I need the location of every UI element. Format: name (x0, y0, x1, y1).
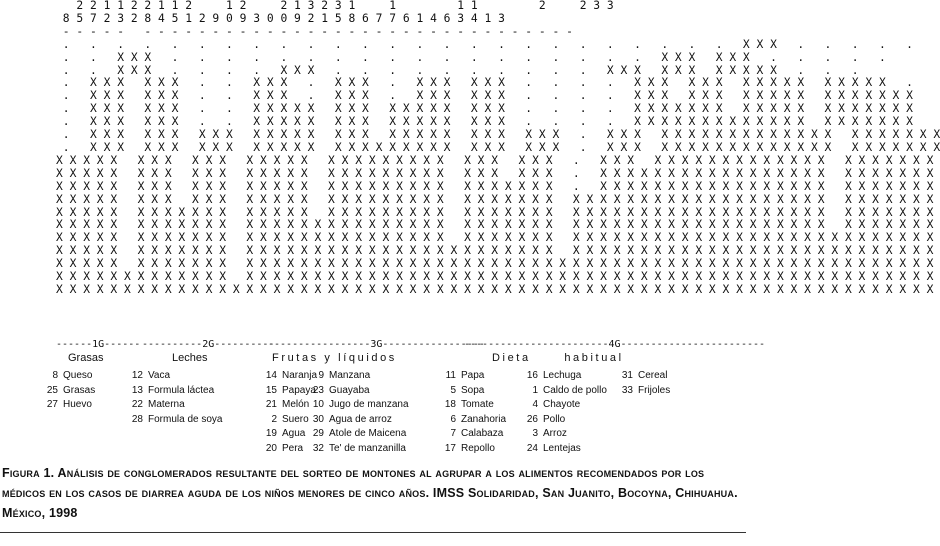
header-units-row: 8 5 7 2 3 2 8 4 5 1 2 9 0 9 3 0 0 9 2 1 5 8 6 7 7 6 1 4 6 3 4 1 3 (56, 11, 505, 25)
food-item (304, 369, 409, 384)
group-1-marker: ------1G------ (56, 339, 141, 350)
food-item-label: Pollo (543, 413, 566, 425)
dendrogram-row: X X X X X X X X X X X X X X X X X X X X X X X X X X X X X X X . X X X X X X X X X X X X X X X X X X X X X X X X (56, 166, 934, 180)
food-item-label: Queso (63, 370, 93, 381)
group-3-list-col2 (304, 369, 409, 457)
food-item-number: 25 (46, 384, 58, 396)
food-item-number: 5 (450, 384, 456, 396)
food-item (38, 384, 95, 399)
food-item-label: Suero (282, 413, 309, 425)
food-item-number: 6 (450, 413, 456, 425)
dendrogram-row: . . X X X . . . . X X X . . . . . . . . . . X X X X X X X X X X X . . . (56, 63, 859, 77)
food-item (436, 427, 506, 442)
dendrogram-row: . . X X X . . . . . . . . . . . . . . . . . . X X X X X X . . . . . (56, 50, 886, 64)
food-item (304, 442, 409, 457)
food-item-number: 27 (46, 399, 58, 411)
food-item (436, 384, 506, 399)
header-tens-row: 2 2 1 1 2 2 1 1 2 1 2 2 1 3 2 3 1 1 1 1 2 2 3 3 (56, 0, 614, 12)
food-item-number: 32 (312, 442, 324, 454)
food-item (304, 427, 409, 442)
dendrogram-row: . X X X X X X . . X X X . X X X . X X X X X X . . . . X X X X X X X X X X X X X X X X . (56, 76, 913, 90)
food-item-number: 11 (445, 370, 456, 381)
food-item-label: Calabaza (461, 428, 504, 440)
group-4-list-col2 (518, 369, 607, 457)
figure-caption: Figura 1. Análisis de conglomerados resultante del sorteo de montones al agrupar a los alimentos recomendados por los médicos en los casos de diarrea aguda de los niños menores de cinco años. IMSS Solidaridad, San Juanito, Bocoyna, Chihuahua. México, 1998 (2, 466, 738, 520)
food-item-number: 9 (318, 370, 324, 381)
food-item-label: Caldo de pollo (543, 384, 607, 396)
group-3-marker: -----------------3G----------------- (268, 339, 485, 350)
food-item-label: Cereal (638, 370, 668, 381)
food-item-label: Zanahoria (461, 413, 507, 425)
food-item-label: Agua de arroz (329, 413, 392, 425)
food-item-number: 4 (532, 399, 538, 411)
dendrogram (56, 0, 940, 297)
dendrogram-row: . X X X X X X X X X X X X X X X X X X X X X X X X X X X X . X X X X X X X X X X X X X X X X X X X X X X X (56, 128, 940, 142)
food-item (518, 369, 607, 384)
food-item-number: 3 (532, 428, 538, 440)
food-item-label: Repollo (461, 442, 495, 454)
dendrogram-row: X X X X X X X X X X X X X X X X X X X X X X X X X X X X X X X X X X X X X X X X X X X X X X X X X X X X X X X X X X X X (56, 218, 934, 232)
dendrogram-row: . . . . . . . . . . . . . . . . . . . . . . . . . X X X . . . . . (56, 37, 913, 51)
dendrogram-row: . X X X X X X . . X X X X X X X X X X X X X X X X . . . . X X X X X X X X X X X X X X X X X X X (56, 102, 913, 116)
food-item-label: Atole de Maicena (329, 428, 407, 440)
food-item (304, 384, 409, 399)
food-item-number: 23 (312, 384, 324, 396)
group-2-name: Leches (172, 352, 208, 364)
group-1-list (38, 369, 95, 413)
food-item (304, 413, 409, 428)
food-item-number: 10 (312, 399, 324, 411)
food-item (518, 398, 607, 413)
food-item-label: Papa (461, 370, 485, 381)
food-item-label: Materna (148, 399, 185, 411)
food-item-number: 14 (265, 370, 277, 381)
header-dashes-row: - - - - - - - - - - - - - - - - - - - - - - - - - - - - - - - - - - - - - (56, 24, 573, 38)
food-item-label: Arroz (543, 428, 567, 440)
group-4-list-col3 (613, 369, 670, 398)
food-item (38, 398, 95, 413)
group-3-name: Frutas y líquidos (272, 352, 397, 364)
food-item (518, 384, 607, 399)
food-item (123, 384, 222, 399)
food-item-label: Vaca (148, 370, 171, 381)
food-item-number: 20 (265, 442, 277, 454)
food-item (436, 398, 506, 413)
dendrogram-row: X X X X X X X X X X X X X X X X X X X X X X X X X X X X X X X X X X X X X X X X X X X X X X X X X X X X X X X X X X X X X X X (56, 257, 934, 271)
food-item-number: 24 (526, 442, 538, 454)
food-item (123, 398, 222, 413)
food-item-number: 1 (532, 384, 538, 396)
dendrogram-row: . X X X X X X . . X X X . X X X . X X X X X X . . . . X X X X X X X X X X X X X X X X X X (56, 89, 913, 103)
food-item-label: Te' de manzanilla (329, 442, 406, 454)
food-item-number: 12 (131, 370, 143, 381)
food-item-number: 2 (271, 413, 277, 425)
dendrogram-row: . X X X X X X X X X X X X X X X X X X X X X X X X X X X X X . X X X X X X X X X X X X X X X X X X X X X X X (56, 140, 940, 154)
dendrogram-row: X X X X X X X X X X X X X X X X X X X X X X X X X X X X X X X X X X X X X X X X X X X X X X X X X X X X X X X X X X X X X X (56, 244, 934, 258)
food-item-label: Sopa (461, 384, 485, 396)
food-item-number: 33 (621, 384, 633, 396)
group-4-list-col1 (436, 369, 506, 457)
food-item-number: 28 (131, 413, 143, 425)
food-item (123, 413, 222, 428)
food-item-number: 29 (312, 428, 324, 440)
food-item-label: Grasas (63, 384, 96, 396)
food-item-label: Chayote (543, 399, 581, 411)
dendrogram-row: X X X X X X X X X X X X X X X X X X X X X X X X X X X X X X X X X X X X X X X X X X X X X X X X X X X X X X X X X X X X X X X X X (56, 282, 934, 296)
food-item-number: 18 (444, 399, 456, 411)
group-1-name: Grasas (68, 352, 104, 364)
food-item-number: 30 (312, 413, 324, 425)
food-item-label: Agua (282, 428, 306, 440)
food-item-label: Guayaba (329, 384, 370, 396)
group-2-marker: ----------2G---------- (142, 339, 275, 350)
food-item-label: Formula láctea (148, 384, 215, 396)
dendrogram-row: X X X X X X X X X X X X X X X X X X X X X X X X X X X X X X X X . X X X X X X X X X X X X X X X X X X X X X X X X (56, 179, 934, 193)
food-item (518, 413, 607, 428)
food-item-number: 26 (526, 413, 538, 425)
dendrogram-row: X X X X X X X X X X X X X X X X X X X X X X X X X X X X X X X X X X X X X X X X X X X X X X X X X X X X X X X X X X X (56, 205, 934, 219)
food-item-label: Papaya (282, 384, 316, 396)
food-item-number: 7 (450, 428, 456, 440)
group-4-name: Dieta habitual (492, 352, 624, 364)
food-item-label: Naranja (282, 370, 318, 381)
food-item-number: 13 (131, 384, 143, 396)
dendrogram-row: X X X X X X X X X X X X X X X X X X X X X X X X X X X X X X X X X X X X X X X X X X X X X X X X X X X X X X X X X X X X X (56, 231, 934, 245)
food-item-number: 8 (52, 370, 58, 381)
food-item (518, 427, 607, 442)
food-item-label: Formula de soya (148, 413, 223, 425)
food-item-number: 17 (444, 442, 456, 454)
dendrogram-row: X X X X X X X X X X X X X X X X X X X X X X X X X X X X X X X X X X X X X X X X X X X X X X X X X X X X X X X X X X (56, 192, 934, 206)
food-item (304, 398, 409, 413)
food-item-label: Melón (282, 399, 310, 411)
dendrogram-row: X X X X X X X X X X X X X X X X X X X X X X X X X X X X X X X . X X X X X X X X X X X X X X X X X X X X X X X (56, 153, 934, 167)
food-item (613, 369, 670, 384)
food-item-label: Jugo de manzana (329, 399, 409, 411)
food-item-number: 19 (265, 428, 277, 440)
food-item-number: 31 (621, 370, 633, 381)
dendrogram-row: X X X X X X X X X X X X X X X X X X X X X X X X X X X X X X X X X X X X X X X X X X X X X X X X X X X X X X X X X X X X X X X X (56, 270, 934, 284)
food-item-number: 22 (131, 399, 143, 411)
food-item (123, 369, 222, 384)
food-item (436, 442, 506, 457)
food-item-label: Pera (282, 442, 304, 454)
food-item-label: Lentejas (543, 442, 581, 454)
food-item-number: 15 (265, 384, 277, 396)
food-item (613, 384, 670, 399)
food-item-label: Frijoles (638, 384, 671, 396)
group-2-list (123, 369, 222, 427)
food-item-number: 16 (526, 370, 538, 381)
food-item-number: 21 (265, 399, 277, 411)
food-item (518, 442, 607, 457)
food-item-label: Tomate (461, 399, 494, 411)
food-item (38, 369, 95, 384)
food-item (436, 413, 506, 428)
dendrogram-rows (56, 38, 940, 296)
food-item-label: Huevo (63, 399, 92, 411)
bottom-rule (0, 532, 746, 533)
food-item-label: Manzana (329, 370, 371, 381)
food-item (436, 369, 506, 384)
group-4-marker: ------------------------4G------------------------ (464, 339, 766, 350)
food-item-label: Lechuga (543, 370, 582, 381)
dendrogram-row: . X X X X X X . . X X X X X X X X X X X X X X X X . . . . X X X X X X X X X X X X X X X X X X X X (56, 115, 913, 129)
